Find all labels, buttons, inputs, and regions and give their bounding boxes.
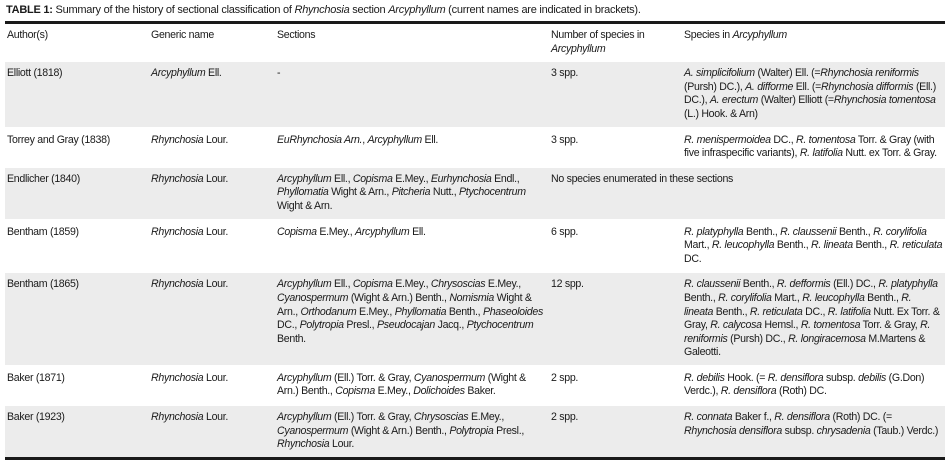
italic-taxon-name: R. longiracemosa [788,332,866,345]
text-segment: E.Mey., [356,305,395,318]
italic-taxon-name: A. simplicifolium [684,67,755,80]
table-header-row [5,23,945,62]
text-segment: DC., [802,305,828,318]
text-segment: Benth., [743,225,781,238]
table-row [5,128,945,167]
italic-taxon-name: R. tomentosa [796,133,856,146]
italic-taxon-name: Rhynchosia difformis [820,80,914,93]
cell-number-of-species [549,272,682,366]
text-segment: (Ell.) DC.), [684,80,936,107]
cell-generic-name [149,61,275,127]
italic-taxon-name: Rhynchosia densiflora [684,424,782,437]
text-segment: (Ell.) Torr. & Gray, [331,371,414,384]
text-segment: Benth., [740,278,777,291]
text-segment: Author(s) [7,29,48,41]
cell-generic-name [149,128,275,167]
italic-taxon-name: R. calycosa [710,319,762,332]
italic-taxon-name: Phaseoloides [482,305,543,318]
cell-species [682,366,945,405]
italic-taxon-name: A. erectum [709,94,759,107]
cell-species [682,61,945,127]
cell-number-of-species [549,366,682,405]
italic-taxon-name: Arcyphyllum [551,42,606,55]
cell-author [5,405,149,458]
cell-species [682,220,945,273]
italic-taxon-name: R. reticulata [749,305,803,318]
italic-taxon-name: Arcyphyllum [277,411,332,424]
text-segment: Species in [684,29,733,41]
italic-taxon-name: Cyanospermum [277,291,349,304]
text-segment: Ell. [205,67,222,80]
text-segment: DC. [684,252,702,265]
cell-number-of-species [549,61,682,127]
cell-generic-name [149,220,275,273]
text-segment: (Wight & Arn.) Benth., [348,424,450,437]
italic-taxon-name: R. leucophylla [802,291,865,304]
italic-taxon-name: Copisma [352,172,393,185]
text-segment: E.Mey., [316,225,356,238]
italic-taxon-name: R. reticulata [889,239,943,252]
table-row [5,272,945,366]
italic-taxon-name: Arcyphyllum [732,29,787,41]
text-segment: (G.Don) Verdc.), [684,371,925,398]
text-segment: Lour. [203,225,229,238]
italic-taxon-name: Arcyphyllum [277,172,332,185]
italic-taxon-name: Rhynchosia [151,172,204,185]
cell-number-of-species [549,128,682,167]
italic-taxon-name: R. latifolia [827,305,871,318]
italic-taxon-name: Arcyphyllum [388,4,446,16]
italic-taxon-name: Arcyphyllum [277,371,332,384]
italic-taxon-name: R. menispermoidea [684,133,771,146]
text-segment: Nutt. ex Torr. & Gray. [842,147,937,160]
text-segment: E.Mey., [485,278,521,291]
cell-author [5,220,149,273]
cell-number-of-species [549,167,945,220]
text-segment: Ell. [409,225,426,238]
text-segment: (Roth) DC. (= [829,411,892,424]
italic-taxon-name: Rhynchosia [151,278,204,291]
text-segment: 2 spp. [551,371,579,384]
text-segment: , [362,133,368,146]
text-segment: section [349,4,389,16]
italic-taxon-name: R. corylifolia [873,225,927,238]
italic-taxon-name: chrysadenia [816,424,871,437]
italic-taxon-name: Arcyphyllum [151,67,206,80]
cell-species [682,272,945,366]
italic-taxon-name: R. tomentosa [800,319,861,332]
text-segment: (Walter) Elliott (= [758,94,834,107]
italic-taxon-name: R. claussenii [684,278,741,291]
cell-sections [275,128,549,167]
text-segment: Endlicher (1840) [7,172,80,185]
cell-sections [275,167,549,220]
italic-taxon-name: R. reniformis [684,319,931,345]
italic-taxon-name: R. debilis [684,371,725,384]
cell-generic-name [149,167,275,220]
text-segment: Mart., [771,291,803,304]
italic-taxon-name: Arcyphyllum [367,133,422,146]
text-segment: subsp. [823,371,859,384]
text-segment: Lour. [203,278,229,291]
text-segment: (L.) Hook. & Arn) [684,107,758,120]
italic-taxon-name: R. densiflora [720,385,777,398]
cell-author [5,272,149,366]
italic-taxon-name: R. platyphylla [878,278,938,291]
italic-taxon-name: Rhynchosia [151,225,204,238]
text-segment: Endl., [491,172,520,185]
italic-taxon-name: Rhynchosia tomentosa [833,94,936,107]
text-segment: (current names are indicated in brackets). [445,4,641,16]
text-segment: Torr. & Gray, [860,319,921,332]
text-segment: Baker f., [732,411,775,424]
text-segment: Benth., [713,305,750,318]
table-row [5,167,945,220]
italic-taxon-name: R. lineata [684,291,912,318]
text-segment: Summary of the history of sectional classification of [52,4,295,16]
italic-taxon-name: R. densiflora [767,371,824,384]
cell-sections [275,61,549,127]
text-segment: Hook. (= [724,371,768,384]
text-segment: M.Martens & Galeotti. [684,332,926,359]
cell-author [5,128,149,167]
text-segment: (Wight & Arn.) Benth., [277,371,526,398]
italic-taxon-name: R. defformis [776,278,831,291]
column-header-sections [275,23,549,62]
table-row [5,405,945,458]
italic-taxon-name: Arcyphyllum [355,225,410,238]
text-segment: (Wight & Arn.) Benth., [348,291,450,304]
text-segment: Ell., [331,278,353,291]
text-segment: Baker (1923) [7,411,65,424]
italic-taxon-name: Copisma [352,278,393,291]
italic-taxon-name: Arcyphyllum [277,278,332,291]
italic-taxon-name: Chrysoscias [430,278,486,291]
text-segment: Benth., [852,239,890,252]
caption-text [53,4,641,16]
italic-taxon-name: EuRhynchosia Arn. [277,133,363,146]
text-segment: DC., [770,133,797,146]
text-segment: E.Mey., [374,385,414,398]
cell-number-of-species [549,405,682,458]
italic-taxon-name: Nomismia [449,291,495,304]
text-segment: 3 spp. [551,133,579,146]
italic-taxon-name: Chrysoscias [413,411,469,424]
italic-taxon-name: Phyllomatia [394,305,447,318]
text-segment: DC., [277,319,300,332]
text-segment: Elliott (1818) [7,67,63,80]
text-segment: Generic name [151,29,214,41]
italic-taxon-name: R. densiflora [774,411,830,424]
text-segment: Ell., [331,172,353,185]
italic-taxon-name: Cyanospermum [277,424,349,437]
text-segment: E.Mey., [392,172,431,185]
cell-species [682,405,945,458]
text-segment: Jacq., [434,319,467,332]
cell-generic-name [149,366,275,405]
text-segment: 3 spp. [551,67,579,80]
text-segment: Mart., [684,239,712,252]
italic-taxon-name: Pitcheria [391,186,431,199]
text-segment: Lour. [203,133,229,146]
table-row [5,220,945,273]
text-segment: Lour. [203,371,229,384]
text-segment: Presl., [493,424,525,437]
text-segment: (Ell.) Torr. & Gray, [331,411,414,424]
column-header-author [5,23,149,62]
text-segment: Benth., [684,291,719,304]
cell-author [5,366,149,405]
text-segment: Benth. [277,332,306,345]
italic-taxon-name: Polytropia [449,424,494,437]
text-segment: Benth., [774,239,812,252]
italic-taxon-name: debilis [858,371,887,384]
italic-taxon-name: R. latifolia [799,147,843,160]
italic-taxon-name: Rhynchosia [294,4,350,16]
italic-taxon-name: R. corylifolia [718,291,772,304]
italic-taxon-name: R. leucophylla [711,239,775,252]
text-segment: Number of species in [551,29,645,41]
italic-taxon-name: R. lineata [811,239,853,252]
text-segment: (Walter) Ell. (= [754,67,821,80]
text-segment: Ell. (= [793,80,821,93]
text-segment: (Roth) DC. [776,385,827,398]
text-segment: Baker. [464,385,496,398]
cell-species [682,128,945,167]
italic-taxon-name: Ptychocentrum [459,186,526,199]
text-segment: Wight & Arn., [328,186,392,199]
text-segment: 12 spp. [551,278,584,291]
text-segment: Wight & Arn., [277,291,532,318]
cell-sections [275,220,549,273]
italic-taxon-name: Rhynchosia [151,133,204,146]
cell-sections [275,366,549,405]
text-segment: Sections [277,29,316,41]
italic-taxon-name: Copisma [335,385,375,398]
text-segment: Presl., [343,319,377,332]
italic-taxon-name: Copisma [277,225,317,238]
italic-taxon-name: Eurhynchosia [430,172,492,185]
cell-sections [275,405,549,458]
cell-generic-name [149,405,275,458]
italic-taxon-name: Rhynchosia [151,411,204,424]
text-segment: Baker (1871) [7,371,65,384]
text-segment: 2 spp. [551,411,579,424]
text-segment: (Taub.) Verdc.) [870,424,939,437]
text-segment: Wight & Arn. [277,199,333,212]
text-segment: Benth., [446,305,483,318]
italic-taxon-name: Polytropia [299,319,344,332]
table-label: TABLE 1: [6,4,53,16]
text-segment: Lour. [203,411,229,424]
column-header-number-of-species [549,23,682,62]
text-segment: subsp. [781,424,817,437]
column-header-generic-name [149,23,275,62]
text-segment: Hemsl., [761,319,801,332]
text-segment: (Ell.) DC., [830,278,879,291]
text-segment: Bentham (1865) [7,278,79,291]
italic-taxon-name: Cyanospermum [413,371,486,384]
text-segment: (Pursh) DC.), [684,80,746,93]
italic-taxon-name: Rhynchosia [277,438,330,451]
cell-sections [275,272,549,366]
table-caption [6,4,641,16]
italic-taxon-name: A. difforme [745,80,794,93]
italic-taxon-name: Pseudocajan [376,319,435,332]
text-segment: Torrey and Gray (1838) [7,133,110,146]
table-row [5,61,945,127]
text-segment: Nutt. Ex Torr. & Gray, [684,305,940,332]
italic-taxon-name: R. platyphylla [684,225,744,238]
text-segment: (Pursh) DC., [727,332,789,345]
text-segment: Torr. & Gray (with five infraspecific variants), [684,133,935,160]
text-segment: Lour. [329,438,355,451]
text-segment: E.Mey., [468,411,504,424]
column-header-species [682,23,945,62]
text-segment: Nutt., [430,186,460,199]
cell-author [5,167,149,220]
text-segment: - [277,67,281,80]
italic-taxon-name: Rhynchosia reniformis [820,67,919,80]
text-segment: No species enumerated in these sections [551,172,734,185]
sectional-classification-table [5,21,945,460]
cell-generic-name [149,272,275,366]
cell-number-of-species [549,220,682,273]
text-segment: 6 spp. [551,225,579,238]
italic-taxon-name: R. claussenii [780,225,837,238]
text-segment: Ell. [421,133,439,146]
text-segment: Benth., [836,225,874,238]
cell-author [5,61,149,127]
italic-taxon-name: Rhynchosia [151,371,204,384]
italic-taxon-name: Phyllomatia [277,186,329,199]
text-segment: Benth., [864,291,902,304]
italic-taxon-name: R. connata [684,411,733,424]
italic-taxon-name: Dolichoides [413,385,465,398]
text-segment: Bentham (1859) [7,225,79,238]
italic-taxon-name: Orthodanum [300,305,357,318]
table-row [5,366,945,405]
text-segment: Lour. [203,172,229,185]
italic-taxon-name: Ptychocentrum [466,319,534,332]
text-segment: E.Mey., [392,278,431,291]
